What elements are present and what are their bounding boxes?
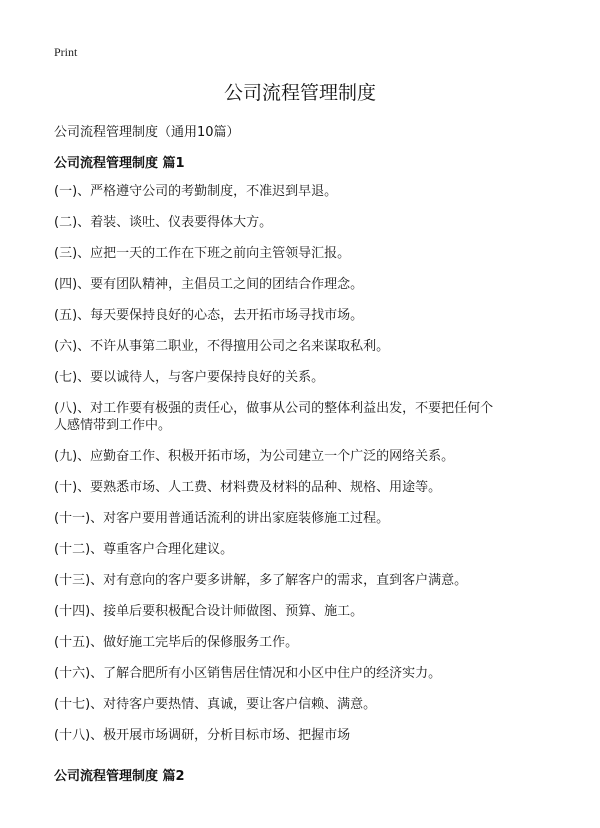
list-item: (一)、严格遵守公司的考勤制度，不准迟到早退。 (54, 184, 338, 199)
list-item: (十)、要熟悉市场、人工费、材料费及材料的品种、规格、用途等。 (54, 480, 442, 495)
document-subtitle: 公司流程管理制度（通用10篇） (54, 125, 240, 140)
list-item: (十八)、极开展市场调研，分析目标市场、把握市场 (54, 728, 351, 743)
list-item: (十五)、做好施工完毕后的保修服务工作。 (54, 635, 299, 650)
page-title: 公司流程管理制度 (223, 82, 376, 104)
list-item: (八)、对工作要有极强的责任心，做事从公司的整体利益出发，不要把任何个人感情带到工作中。 (54, 401, 494, 433)
list-item: (七)、要以诚待人，与客户要保持良好的关系。 (54, 370, 325, 385)
list-item: (十三)、对有意向的客户要多讲解，多了解客户的需求，直到客户满意。 (54, 573, 468, 588)
list-item: (十四)、接单后要积极配合设计师做图、预算、施工。 (54, 604, 364, 619)
list-item: (五)、每天要保持良好的心态，去开拓市场寻找市场。 (54, 308, 364, 323)
list-item: (十六)、了解合肥所有小区销售居住情况和小区中住户的经济实力。 (54, 666, 442, 681)
section-heading-1: 公司流程管理制度 篇1 (54, 156, 185, 171)
rules-list (54, 183, 494, 758)
list-item: (六)、不许从事第二职业，不得擅用公司之名来谋取私利。 (54, 339, 390, 354)
section-heading-2: 公司流程管理制度 篇2 (54, 769, 185, 784)
list-item: (二)、着装、谈吐、仪表要得体大方。 (54, 215, 273, 230)
list-item: (三)、应把一天的工作在下班之前向主管领导汇报。 (54, 246, 351, 261)
list-item: (十一)、对客户要用普通话流利的讲出家庭装修施工过程。 (54, 511, 390, 526)
list-item: (十二)、尊重客户合理化建议。 (54, 542, 234, 557)
list-item: (十七)、对待客户要热情、真诚，要让客户信赖、满意。 (54, 697, 377, 712)
print-link[interactable]: Print (54, 45, 78, 59)
list-item: (九)、应勤奋工作、积极开拓市场，为公司建立一个广泛的网络关系。 (54, 449, 455, 464)
list-item: (四)、要有团队精神，主倡员工之间的团结合作理念。 (54, 277, 364, 292)
